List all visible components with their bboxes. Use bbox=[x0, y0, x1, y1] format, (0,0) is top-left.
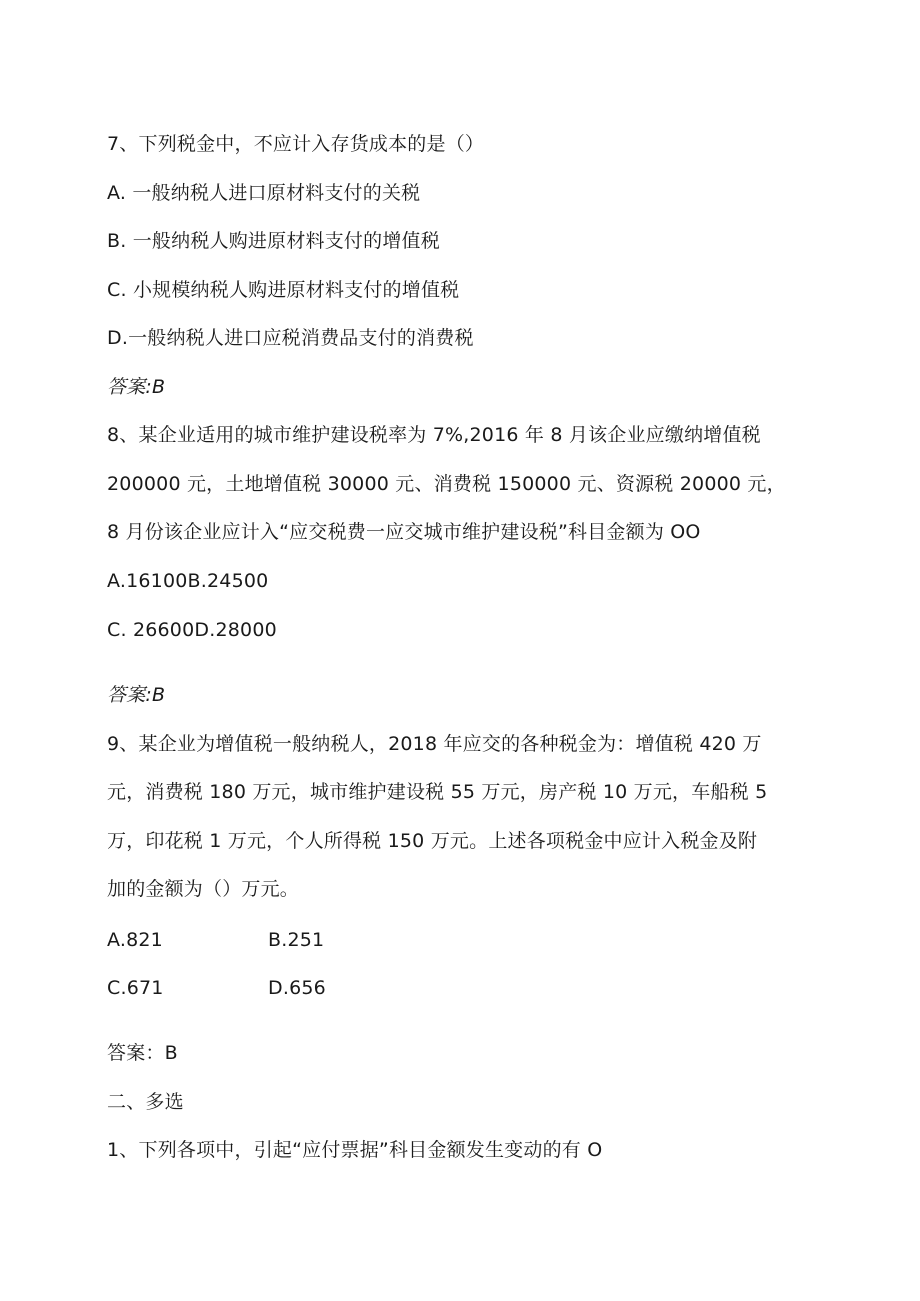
q7-option-a: A. 一般纳税人进口原材料支付的关税 bbox=[107, 182, 421, 204]
q7-option-b: B. 一般纳税人购进原材料支付的增值税 bbox=[107, 230, 440, 252]
q8-stem-line-1: 8、某企业适用的城市维护建设税率为 7%,2016 年 8 月该企业应缴纳增值税 bbox=[107, 424, 761, 446]
q8-options-line-1: A.16100B.24500 bbox=[107, 570, 269, 592]
q9-stem-line-4: 加的金额为（）万元。 bbox=[107, 878, 300, 900]
q8-stem-line-3: 8 月份该企业应计入“应交税费一应交城市维护建设税”科目金额为 OO bbox=[107, 521, 701, 543]
q8-stem-line-2: 200000 元，土地增值税 30000 元、消费税 150000 元、资源税 20000 元， bbox=[107, 473, 786, 495]
q9-option-b: B.251 bbox=[268, 929, 325, 951]
q7-option-c: C. 小规模纳税人购进原材料支付的增值税 bbox=[107, 279, 460, 301]
q7-answer: 答案:B bbox=[107, 376, 166, 398]
q9-option-a: A.821 bbox=[107, 929, 163, 951]
section-title: 二、多选 bbox=[107, 1091, 184, 1113]
q8-options-line-2: C. 26600D.28000 bbox=[107, 619, 277, 641]
q7-stem: 7、下列税金中，不应计入存货成本的是（） bbox=[107, 133, 485, 155]
q8-answer: 答案:B bbox=[107, 684, 166, 706]
q9-stem-line-3: 万，印花税 1 万元，个人所得税 150 万元。上述各项税金中应计入税金及附 bbox=[107, 830, 758, 852]
q9-stem-line-2: 元，消费税 180 万元，城市维护建设税 55 万元，房产税 10 万元，车船税 5 bbox=[107, 781, 768, 803]
q9-stem-line-1: 9、某企业为增值税一般纳税人，2018 年应交的各种税金为：增值税 420 万 bbox=[107, 733, 762, 755]
mq1-stem: 1、下列各项中，引起“应付票据”科目金额发生变动的有 O bbox=[107, 1139, 603, 1161]
q9-option-d: D.656 bbox=[268, 977, 326, 999]
q9-option-c: C.671 bbox=[107, 977, 164, 999]
q7-option-d: D.一般纳税人进口应税消费品支付的消费税 bbox=[107, 327, 474, 349]
q9-answer: 答案：B bbox=[107, 1042, 178, 1064]
